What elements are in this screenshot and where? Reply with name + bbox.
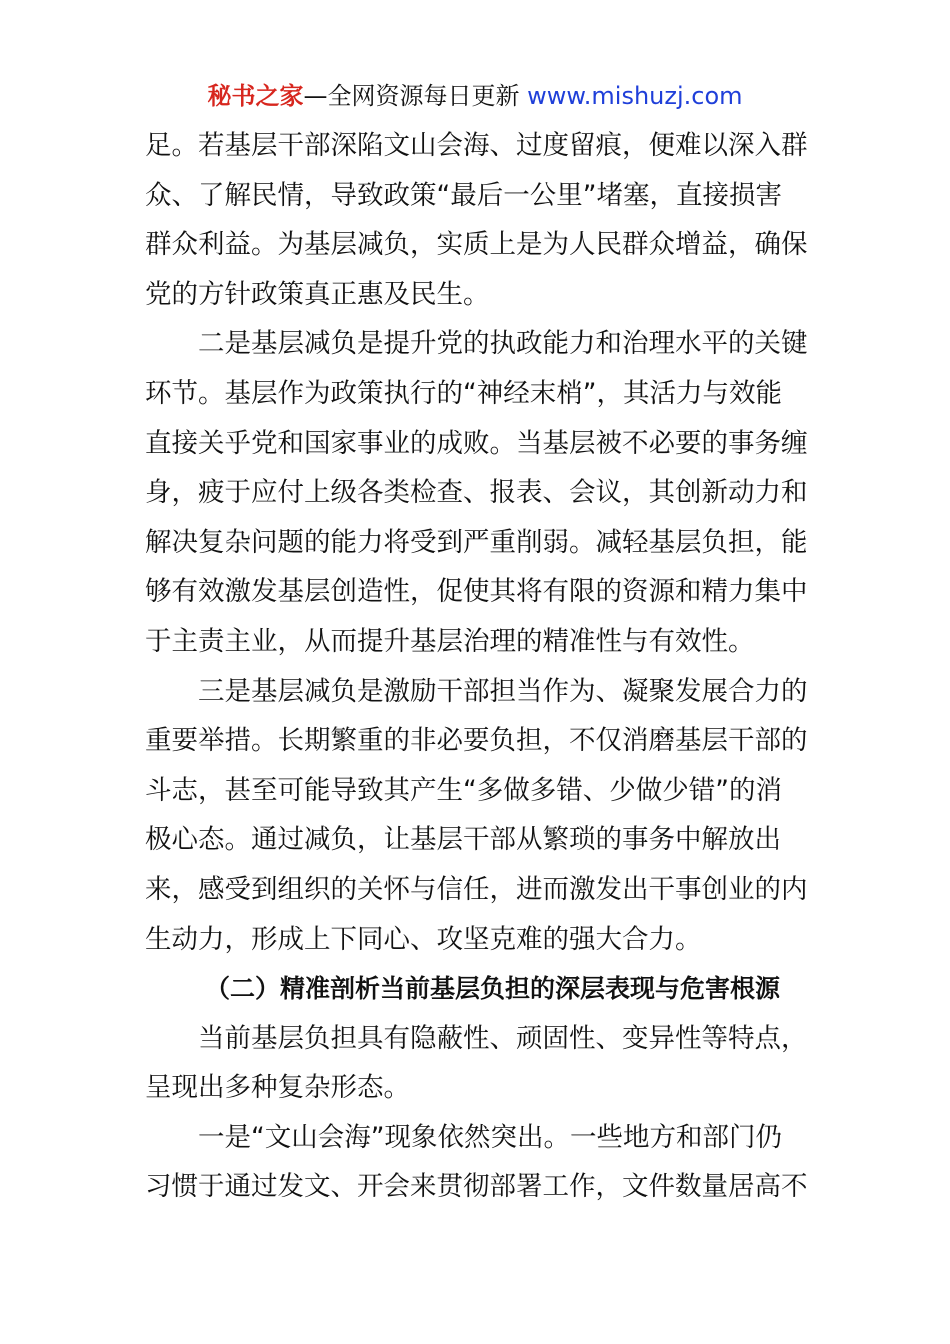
text-line: 于主责主业，从而提升基层治理的精准性与有效性。 [145,625,755,657]
text-line: 够有效激发基层创造性，促使其将有限的资源和精力集中 [145,576,808,608]
text-line: 直接关乎党和国家事业的成败。当基层被不必要的事务缠 [145,427,808,459]
text-line: 身，疲于应付上级各类检查、报表、会议，其创新动力和 [145,477,808,509]
text-line: 生动力，形成上下同心、攻坚克难的强大合力。 [145,923,702,955]
text-line: 解决复杂问题的能力将受到严重削弱。减轻基层负担，能 [145,526,808,558]
text-line: 众、了解民情，导致政策“最后一公里”堵塞，直接损害 [145,179,782,211]
section-heading: （二）精准剖析当前基层负担的深层表现与危害根源 [205,974,781,1004]
text-line: 呈现出多种复杂形态。 [145,1072,410,1104]
paragraph-start-line: 二是基层减负是提升党的执政能力和治理水平的关键 [198,328,808,360]
site-tagline: —全网资源每日更新 [303,82,520,110]
site-brand: 秘书之家 [207,82,304,110]
document-body [145,121,807,1212]
text-line: 来，感受到组织的关怀与信任，进而激发出干事创业的内 [145,873,808,905]
paragraph-start-line: 当前基层负担具有隐蔽性、顽固性、变异性等特点， [198,1022,808,1054]
text-line: 足。若基层干部深陷文山会海、过度留痕，便难以深入群 [145,130,808,161]
paragraph-start-line: 一是“文山会海”现象依然突出。一些地方和部门仍 [198,1121,782,1153]
text-line: 斗志，甚至可能导致其产生“多做多错、少做少错”的消 [145,774,782,806]
text-line: 党的方针政策真正惠及民生。 [145,278,490,310]
paragraph-start-line: 三是基层减负是激励干部担当作为、凝聚发展合力的 [198,675,808,707]
text-line: 群众利益。为基层减负，实质上是为人民群众增益，确保 [145,229,808,261]
text-line: 环节。基层作为政策执行的“神经末梢”，其活力与效能 [145,377,782,409]
text-line: 重要举措。长期繁重的非必要负担，不仅消磨基层干部的 [145,725,808,757]
text-line: 极心态。通过减负，让基层干部从繁琐的事务中解放出 [145,824,781,856]
site-url-link[interactable]: www.mishuzj.com [527,82,743,110]
page-header [0,78,950,114]
text-line: 习惯于通过发文、开会来贯彻部署工作，文件数量居高不 [145,1171,808,1203]
